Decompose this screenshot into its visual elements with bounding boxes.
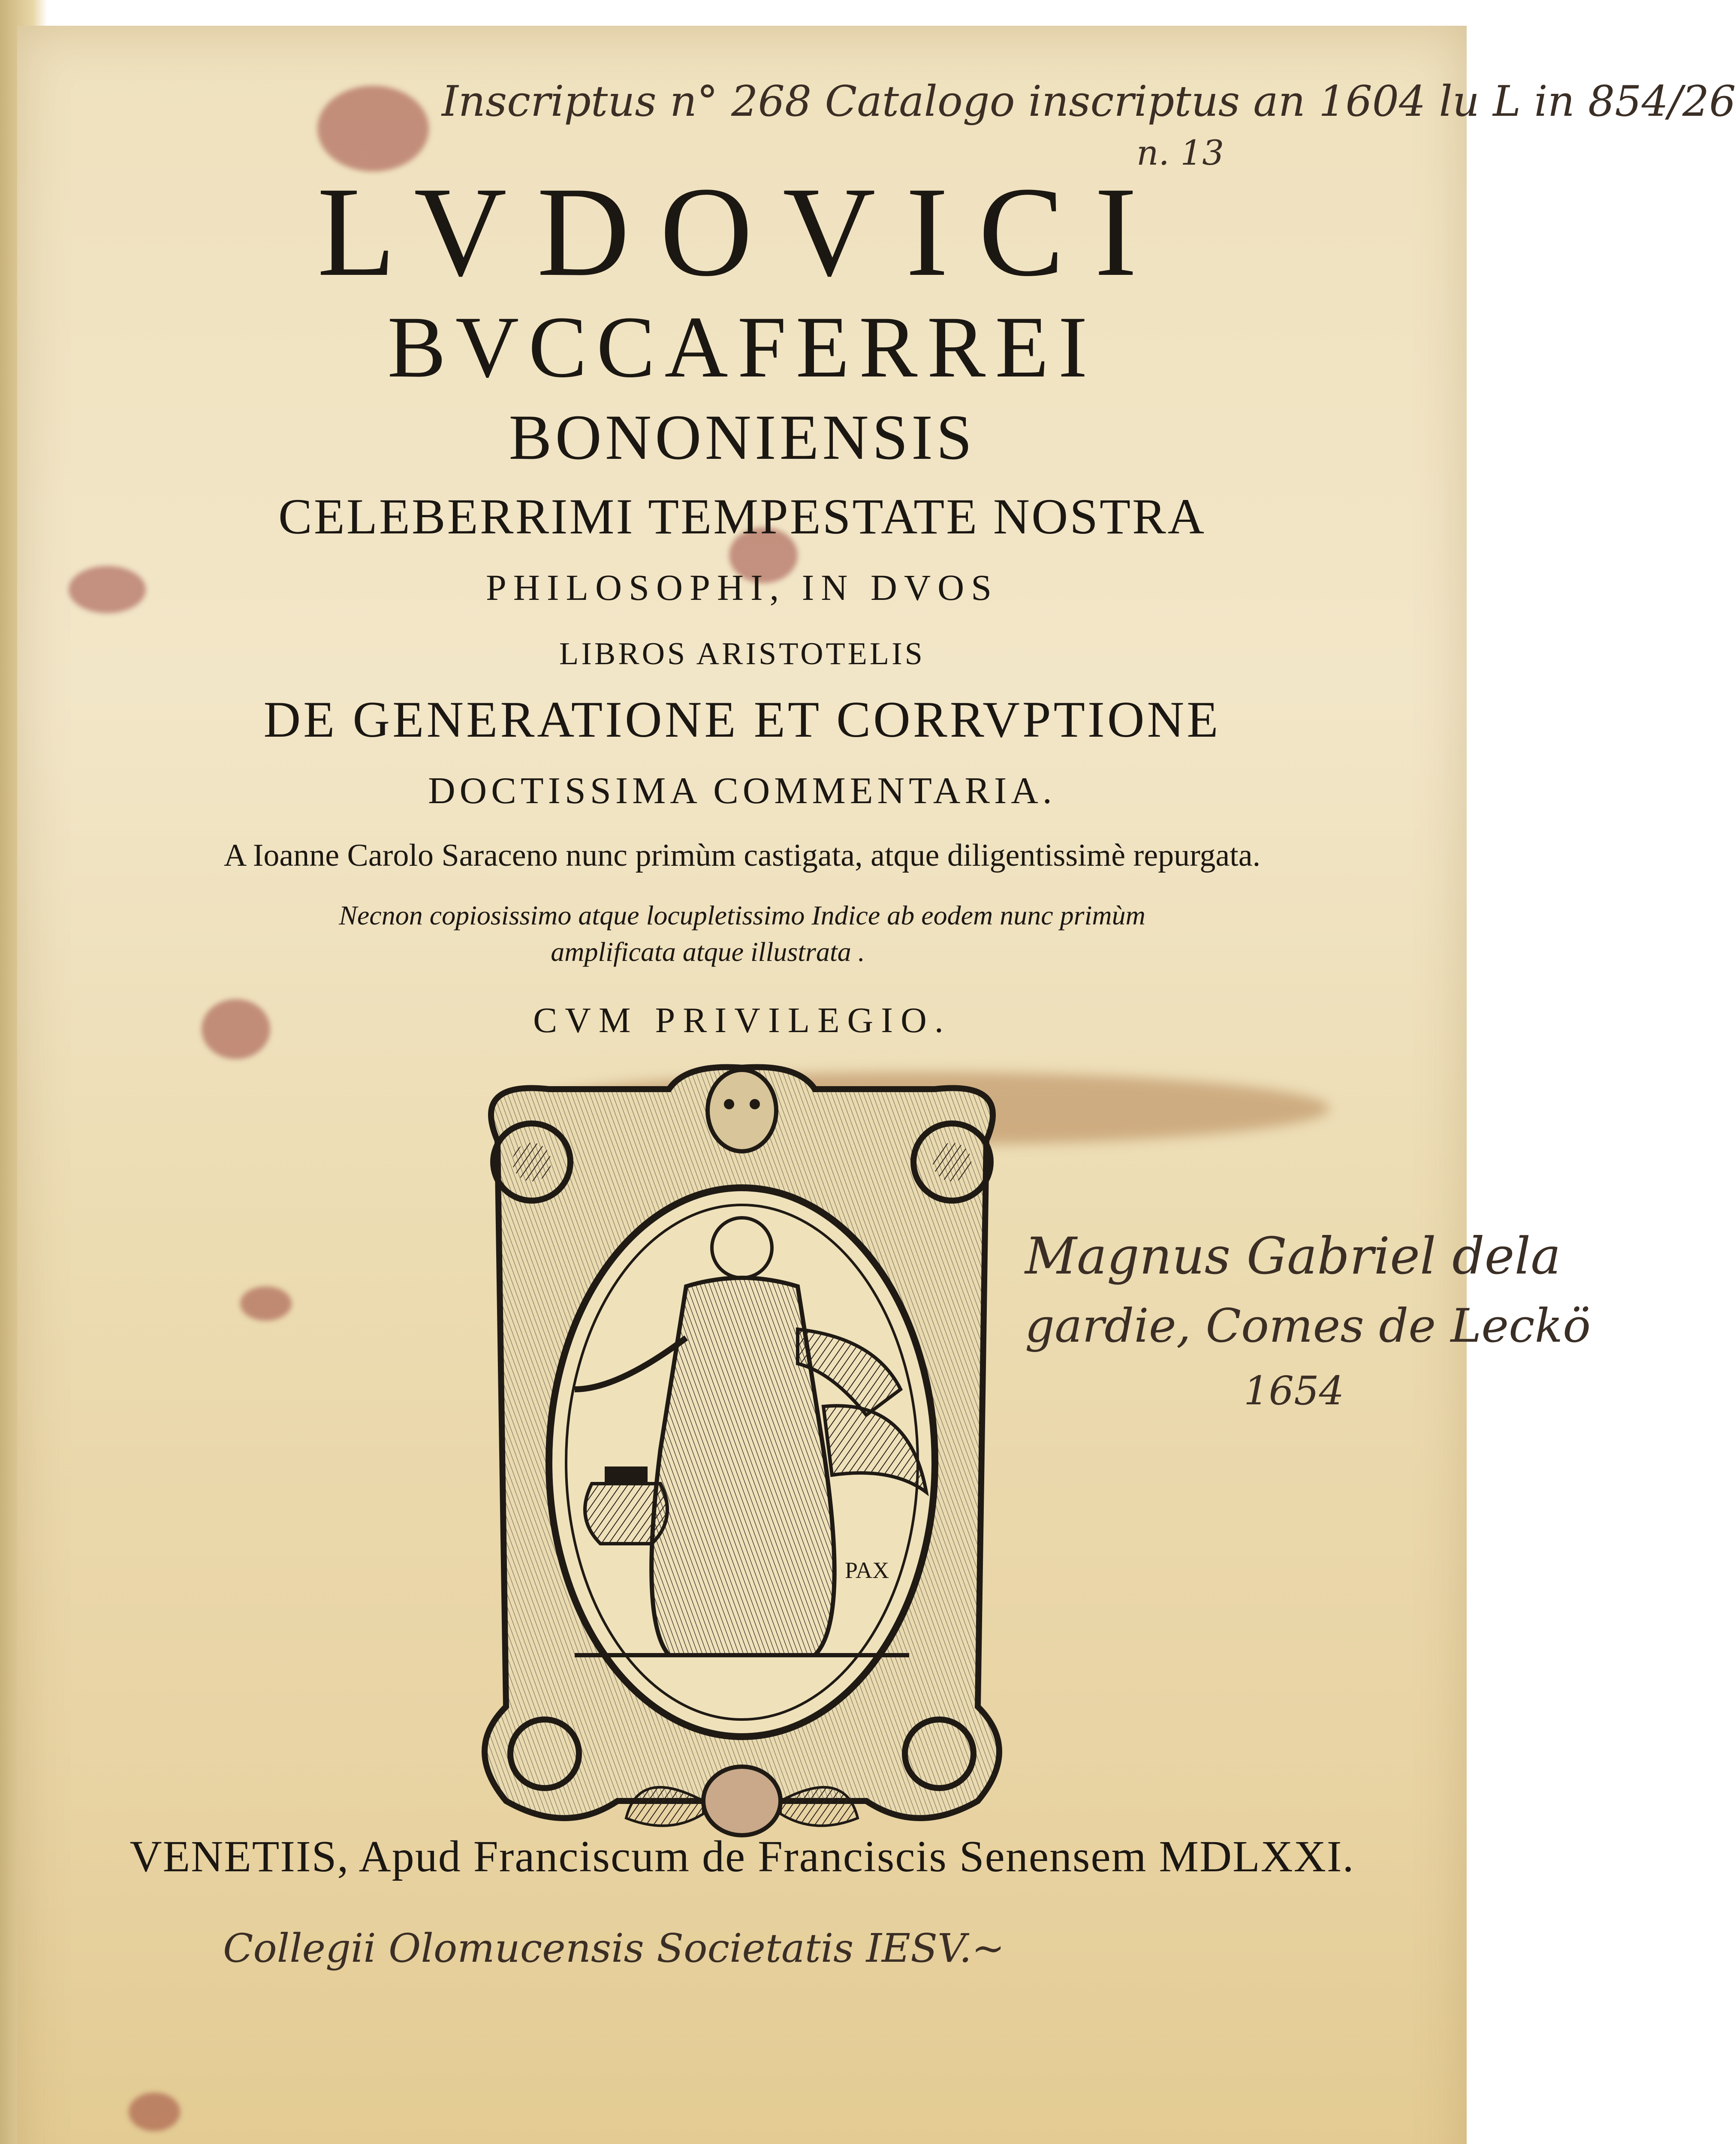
commentaria-line: DOCTISSIMA COMMENTARIA. — [428, 770, 1056, 812]
handwritten-catalog-note-number: n. 13 — [1136, 133, 1224, 173]
imprint-line: VENETIIS, Apud Franciscum de Franciscis Senensem MDLXXI. — [130, 1832, 1355, 1881]
author-surname: BVCCAFERREI — [387, 298, 1097, 396]
philosophi-line: PHILOSOPHI, IN DVOS — [485, 567, 999, 608]
ink-stain — [317, 86, 429, 172]
work-title: DE GENERATIONE ET CORRVPTIONE — [263, 691, 1221, 748]
privilege-line: CVM PRIVILEGIO. — [533, 1000, 951, 1040]
author-first-name: LVDOVICI — [317, 160, 1167, 303]
signature-year: 1654 — [1244, 1368, 1344, 1414]
editor-line: A Ioanne Carolo Saraceno nunc primùm castigata, atque diligentissimè repurgata. — [223, 838, 1261, 873]
ownership-inscription: Collegii Olomucensis Societatis IESV.~ — [223, 1925, 1005, 1971]
woodcut-pax-label: PAX — [845, 1557, 889, 1583]
descriptor-line: CELEBERRIMI TEMPESTATE NOSTRA — [278, 488, 1206, 545]
handwritten-catalog-note: Inscriptus n° 268 Catalogo inscriptus an 1604 lu L in 854/26 — [442, 77, 1736, 126]
author-origin: BONONIENSIS — [509, 402, 976, 473]
index-line-2: amplificata atque illustrata . — [551, 936, 865, 967]
index-line-1: Necnon copiosissimo atque locupletissimo Indice ab eodem nunc primùm — [339, 900, 1145, 930]
signature-line-2: gardie, Comes de Leckö — [1025, 1299, 1591, 1353]
printers-device-woodcut — [446, 1063, 1038, 1870]
ink-stain — [129, 2093, 180, 2131]
ink-stain — [240, 1286, 292, 1321]
signature-line-1: Magnus Gabriel dela — [1025, 1226, 1561, 1286]
libros-line: LIBROS ARISTOTELIS — [559, 636, 925, 672]
